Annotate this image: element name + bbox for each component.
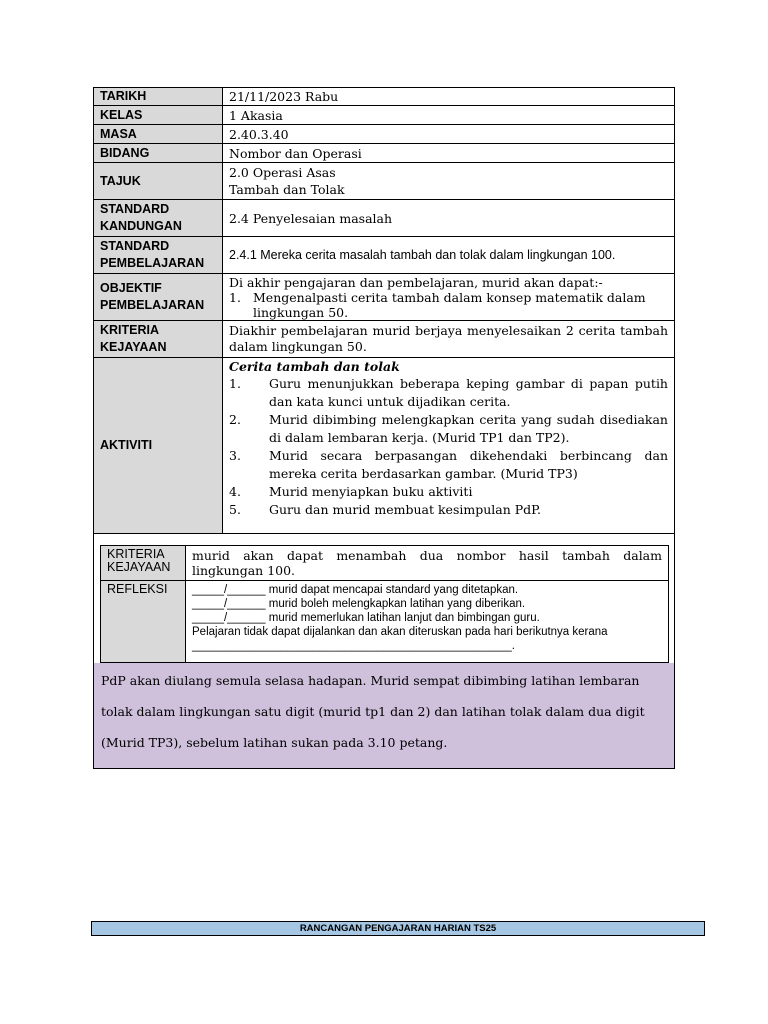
label-masa: MASA	[94, 125, 223, 144]
refleksi-table	[100, 545, 669, 663]
item-number: 5.	[229, 502, 241, 517]
row-objektif	[94, 274, 675, 321]
item-number: 2.	[229, 412, 241, 427]
label-kriteria-2	[101, 546, 186, 581]
label-line: KANDUNGAN	[100, 219, 182, 233]
refleksi-line: _____/______ murid boleh melengkapkan latihan yang diberikan.	[192, 598, 526, 610]
lesson-plan-table	[93, 87, 675, 769]
row-masa	[94, 125, 675, 144]
item-text: Murid secara berpasangan dikehendaki berbincang dan mereka cerita berdasarkan gambar. (Murid TP3)	[269, 448, 668, 481]
refleksi-note: PdP akan diulang semula selasa hadapan. Murid sempat dibimbing latihan lembaran tolak dalam lingkungan satu digit (murid tp1 dan 2) dan latihan tolak dalam dua digit (Murid TP3), sebelum latihan sukan pada 3.10 petang.	[94, 663, 674, 768]
value-masa: 2.40.3.40	[223, 125, 675, 144]
objektif-item	[229, 290, 668, 320]
label-kriteria	[94, 321, 223, 358]
label-kelas: KELAS	[94, 106, 223, 125]
label-line: KEJAYAAN	[100, 340, 167, 354]
row-kelas	[94, 106, 675, 125]
row-aktiviti	[94, 358, 675, 534]
item-number: 4.	[229, 484, 241, 499]
row-kriteria-2	[101, 546, 669, 581]
label-line: STANDARD	[100, 202, 170, 216]
item-text: Murid menyiapkan buku aktiviti	[269, 484, 473, 499]
label-line: PEMBELAJARAN	[100, 298, 205, 312]
refleksi-line: __________________________________________________.	[192, 640, 515, 652]
value-kriteria: Diakhir pembelajaran murid berjaya menyelesaikan 2 cerita tambah dalam lingkungan 50.	[223, 321, 675, 358]
label-line: KRITERIA	[100, 323, 160, 337]
item-number: 3.	[229, 448, 241, 463]
aktiviti-list	[229, 375, 668, 519]
value-standard-kandungan: 2.4 Penyelesaian masalah	[223, 200, 675, 237]
refleksi-line: Pelajaran tidak dapat dijalankan dan akan diteruskan pada hari berikutnya kerana	[192, 626, 608, 638]
row-tarikh	[94, 88, 675, 106]
row-standard-pembelajaran	[94, 237, 675, 274]
row-bidang	[94, 144, 675, 163]
value-refleksi	[186, 581, 669, 663]
refleksi-line: _____/______ murid memerlukan latihan lanjut dan bimbingan guru.	[192, 612, 540, 624]
label-tarikh: TARIKH	[94, 88, 223, 106]
tajuk-line-1: 2.0 Operasi Asas	[229, 165, 336, 180]
value-kelas: 1 Akasia	[223, 106, 675, 125]
value-kriteria-2: murid akan dapat menambah dua nombor hasil tambah dalam lingkungan 100.	[186, 546, 669, 581]
tajuk-line-2: Tambah dan Tolak	[229, 182, 345, 197]
item-text: Murid dibimbing melengkapkan cerita yang sudah disediakan di dalam lembaran kerja. (Murid TP1 dan TP2).	[269, 412, 668, 445]
objektif-list	[229, 290, 668, 320]
item-text: Mengenalpasti cerita tambah dalam konsep matematik dalam lingkungan 50.	[253, 289, 646, 320]
item-text: Guru dan murid membuat kesimpulan PdP.	[269, 502, 541, 517]
footer-banner: RANCANGAN PENGAJARAN HARIAN TS25	[91, 921, 705, 936]
aktiviti-item	[229, 375, 668, 411]
label-refleksi: REFLEKSI	[101, 581, 186, 663]
aktiviti-item	[229, 447, 668, 483]
objektif-intro: Di akhir pengajaran dan pembelajaran, murid akan dapat:-	[229, 274, 603, 290]
label-aktiviti: AKTIVITI	[94, 358, 223, 534]
value-tajuk	[223, 163, 675, 200]
label-line: PEMBELAJARAN	[100, 256, 205, 270]
value-bidang: Nombor dan Operasi	[223, 144, 675, 163]
label-bidang: BIDANG	[94, 144, 223, 163]
value-standard-pembelajaran: 2.4.1 Mereka cerita masalah tambah dan tolak dalam lingkungan 100.	[223, 237, 675, 274]
row-refleksi	[101, 581, 669, 663]
row-tajuk	[94, 163, 675, 200]
label-line: KEJAYAAN	[107, 560, 171, 574]
refleksi-line: _____/______ murid dapat mencapai standard yang ditetapkan.	[192, 584, 519, 596]
aktiviti-item	[229, 501, 668, 519]
refleksi-block	[94, 534, 675, 769]
label-tajuk: TAJUK	[94, 163, 223, 200]
label-standard-kandungan	[94, 200, 223, 237]
label-line: KRITERIA	[107, 547, 165, 561]
item-number: 1.	[229, 289, 241, 305]
row-standard-kandungan	[94, 200, 675, 237]
value-aktiviti	[223, 358, 675, 534]
refleksi-inner-wrap	[94, 534, 674, 663]
aktiviti-item	[229, 411, 668, 447]
aktiviti-title: Cerita tambah dan tolak	[229, 359, 400, 374]
value-tarikh: 21/11/2023 Rabu	[223, 88, 675, 106]
label-objektif	[94, 274, 223, 321]
label-standard-pembelajaran	[94, 237, 223, 274]
row-refleksi-block	[94, 534, 675, 769]
label-line: OBJEKTIF	[100, 281, 162, 295]
aktiviti-item	[229, 483, 668, 501]
item-number: 1.	[229, 376, 241, 391]
value-objektif	[223, 274, 675, 321]
row-kriteria	[94, 321, 675, 358]
label-line: STANDARD	[100, 239, 170, 253]
item-text: Guru menunjukkan beberapa keping gambar di papan putih dan kata kunci untuk dijadikan cerita.	[269, 376, 668, 409]
